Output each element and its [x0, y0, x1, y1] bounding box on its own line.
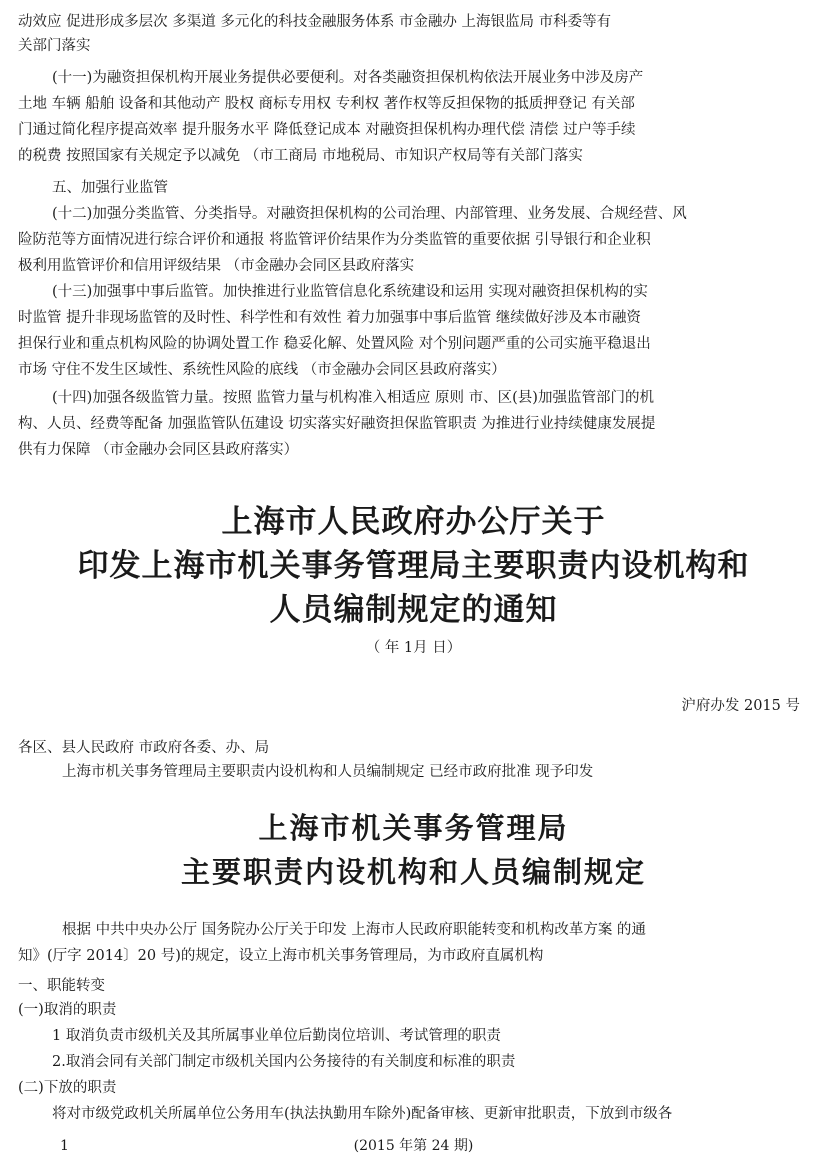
text-line: 险防范等方面情况进行综合评价和通报 将监管评价结果作为分类监管的重要依据 引导银行和企业积 — [18, 232, 651, 248]
text-line: 时监管 提升非现场监管的及时性、科学性和有效性 着力加强事中事后监管 继续做好涉及本市融资 — [18, 310, 641, 326]
issue-label: (2015 年第 24 期) — [353, 1138, 474, 1154]
text-line: 担保行业和重点机构风险的协调处置工作 稳妥化解、处置风险 对个别问题严重的公司实施平稳退出 — [18, 336, 651, 352]
paragraph-13: (十三)加强事中事后监管。加快推进行业监管信息化系统建设和运用 实现对融资担保机构的实 — [52, 284, 648, 300]
text-line: 市场 守住不发生区域性、系统性风险的底线 （市金融办会同区县政府落实） — [18, 362, 506, 378]
text-line: 动效应 促进形成多层次 多渠道 多元化的科技金融服务体系 市金融办 上海银监局 市科委等有 — [18, 14, 612, 30]
notice-title-line-3: 人员编制规定的通知 — [269, 592, 558, 628]
subsection-heading: (二)下放的职责 — [18, 1080, 117, 1096]
regulation-intro: 根据 中共中央办公厅 国务院办公厅关于印发 上海市人民政府职能转变和机构改革方案 的通 — [62, 922, 646, 938]
addressee: 各区、县人民政府 市政府各委、办、局 — [18, 740, 270, 756]
regulation-title-line-1: 上海市机关事务管理局 — [258, 811, 569, 845]
notice-date: （ 年 1月 日） — [365, 640, 462, 656]
document-number: 沪府办发 2015 号 — [681, 698, 800, 714]
notice-title-line-2: 印发上海市机关事务管理局主要职责内设机构和 — [77, 548, 750, 584]
regulation-title-line-2: 主要职责内设机构和人员编制规定 — [180, 855, 646, 889]
list-item: 1 取消负责市级机关及其所属事业单位后勤岗位培训、考试管理的职责 — [52, 1028, 501, 1044]
section-heading: 五、加强行业监管 — [52, 180, 168, 196]
text-line: 土地 车辆 船舶 设备和其他动产 股权 商标专用权 专利权 著作权等反担保物的抵质押登记 有关部 — [18, 96, 635, 112]
text-line: 关部门落实 — [18, 38, 91, 54]
text-line: 知》(厅字 2014〕20 号)的规定，设立上海市机关事务管理局，为市政府直属机构 — [18, 948, 544, 964]
paragraph-14: (十四)加强各级监管力量。按照 监管力量与机构准入相适应 原则 市、区(县)加强监管部门的机 — [52, 390, 654, 406]
page-number: 1 — [60, 1138, 69, 1154]
paragraph-12: (十二)加强分类监管、分类指导。对融资担保机构的公司治理、内部管理、业务发展、合规经营、风 — [52, 206, 687, 222]
text-line: 供有力保障 （市金融办会同区县政府落实） — [18, 442, 299, 458]
text-line: 门通过简化程序提高效率 提升服务水平 降低登记成本 对融资担保机构办理代偿 清偿 过户等手续 — [18, 122, 636, 138]
notice-title-line-1: 上海市人民政府办公厅关于 — [221, 504, 606, 540]
section-heading: 一、职能转变 — [18, 978, 105, 994]
subsection-heading: (一)取消的职责 — [18, 1002, 117, 1018]
list-item: 2.取消会同有关部门制定市级机关国内公务接待的有关制度和标准的职责 — [52, 1054, 516, 1070]
list-item: 将对市级党政机关所属单位公务用车(执法执勤用车除外)配备审核、更新审批职责，下放到市级各 — [52, 1106, 673, 1122]
paragraph-11: (十一)为融资担保机构开展业务提供必要便利。对各类融资担保机构依法开展业务中涉及房产 — [52, 70, 644, 86]
text-line: 的税费 按照国家有关规定予以减免 （市工商局 市地税局、市知识产权局等有关部门落实 — [18, 148, 583, 164]
notice-body: 上海市机关事务管理局主要职责内设机构和人员编制规定 已经市政府批准 现予印发 — [62, 764, 594, 780]
text-line: 构、人员、经费等配备 加强监管队伍建设 切实落实好融资担保监管职责 为推进行业持续健康发展提 — [18, 416, 656, 432]
text-line: 极利用监管评价和信用评级结果 （市金融办会同区县政府落实 — [18, 258, 415, 274]
